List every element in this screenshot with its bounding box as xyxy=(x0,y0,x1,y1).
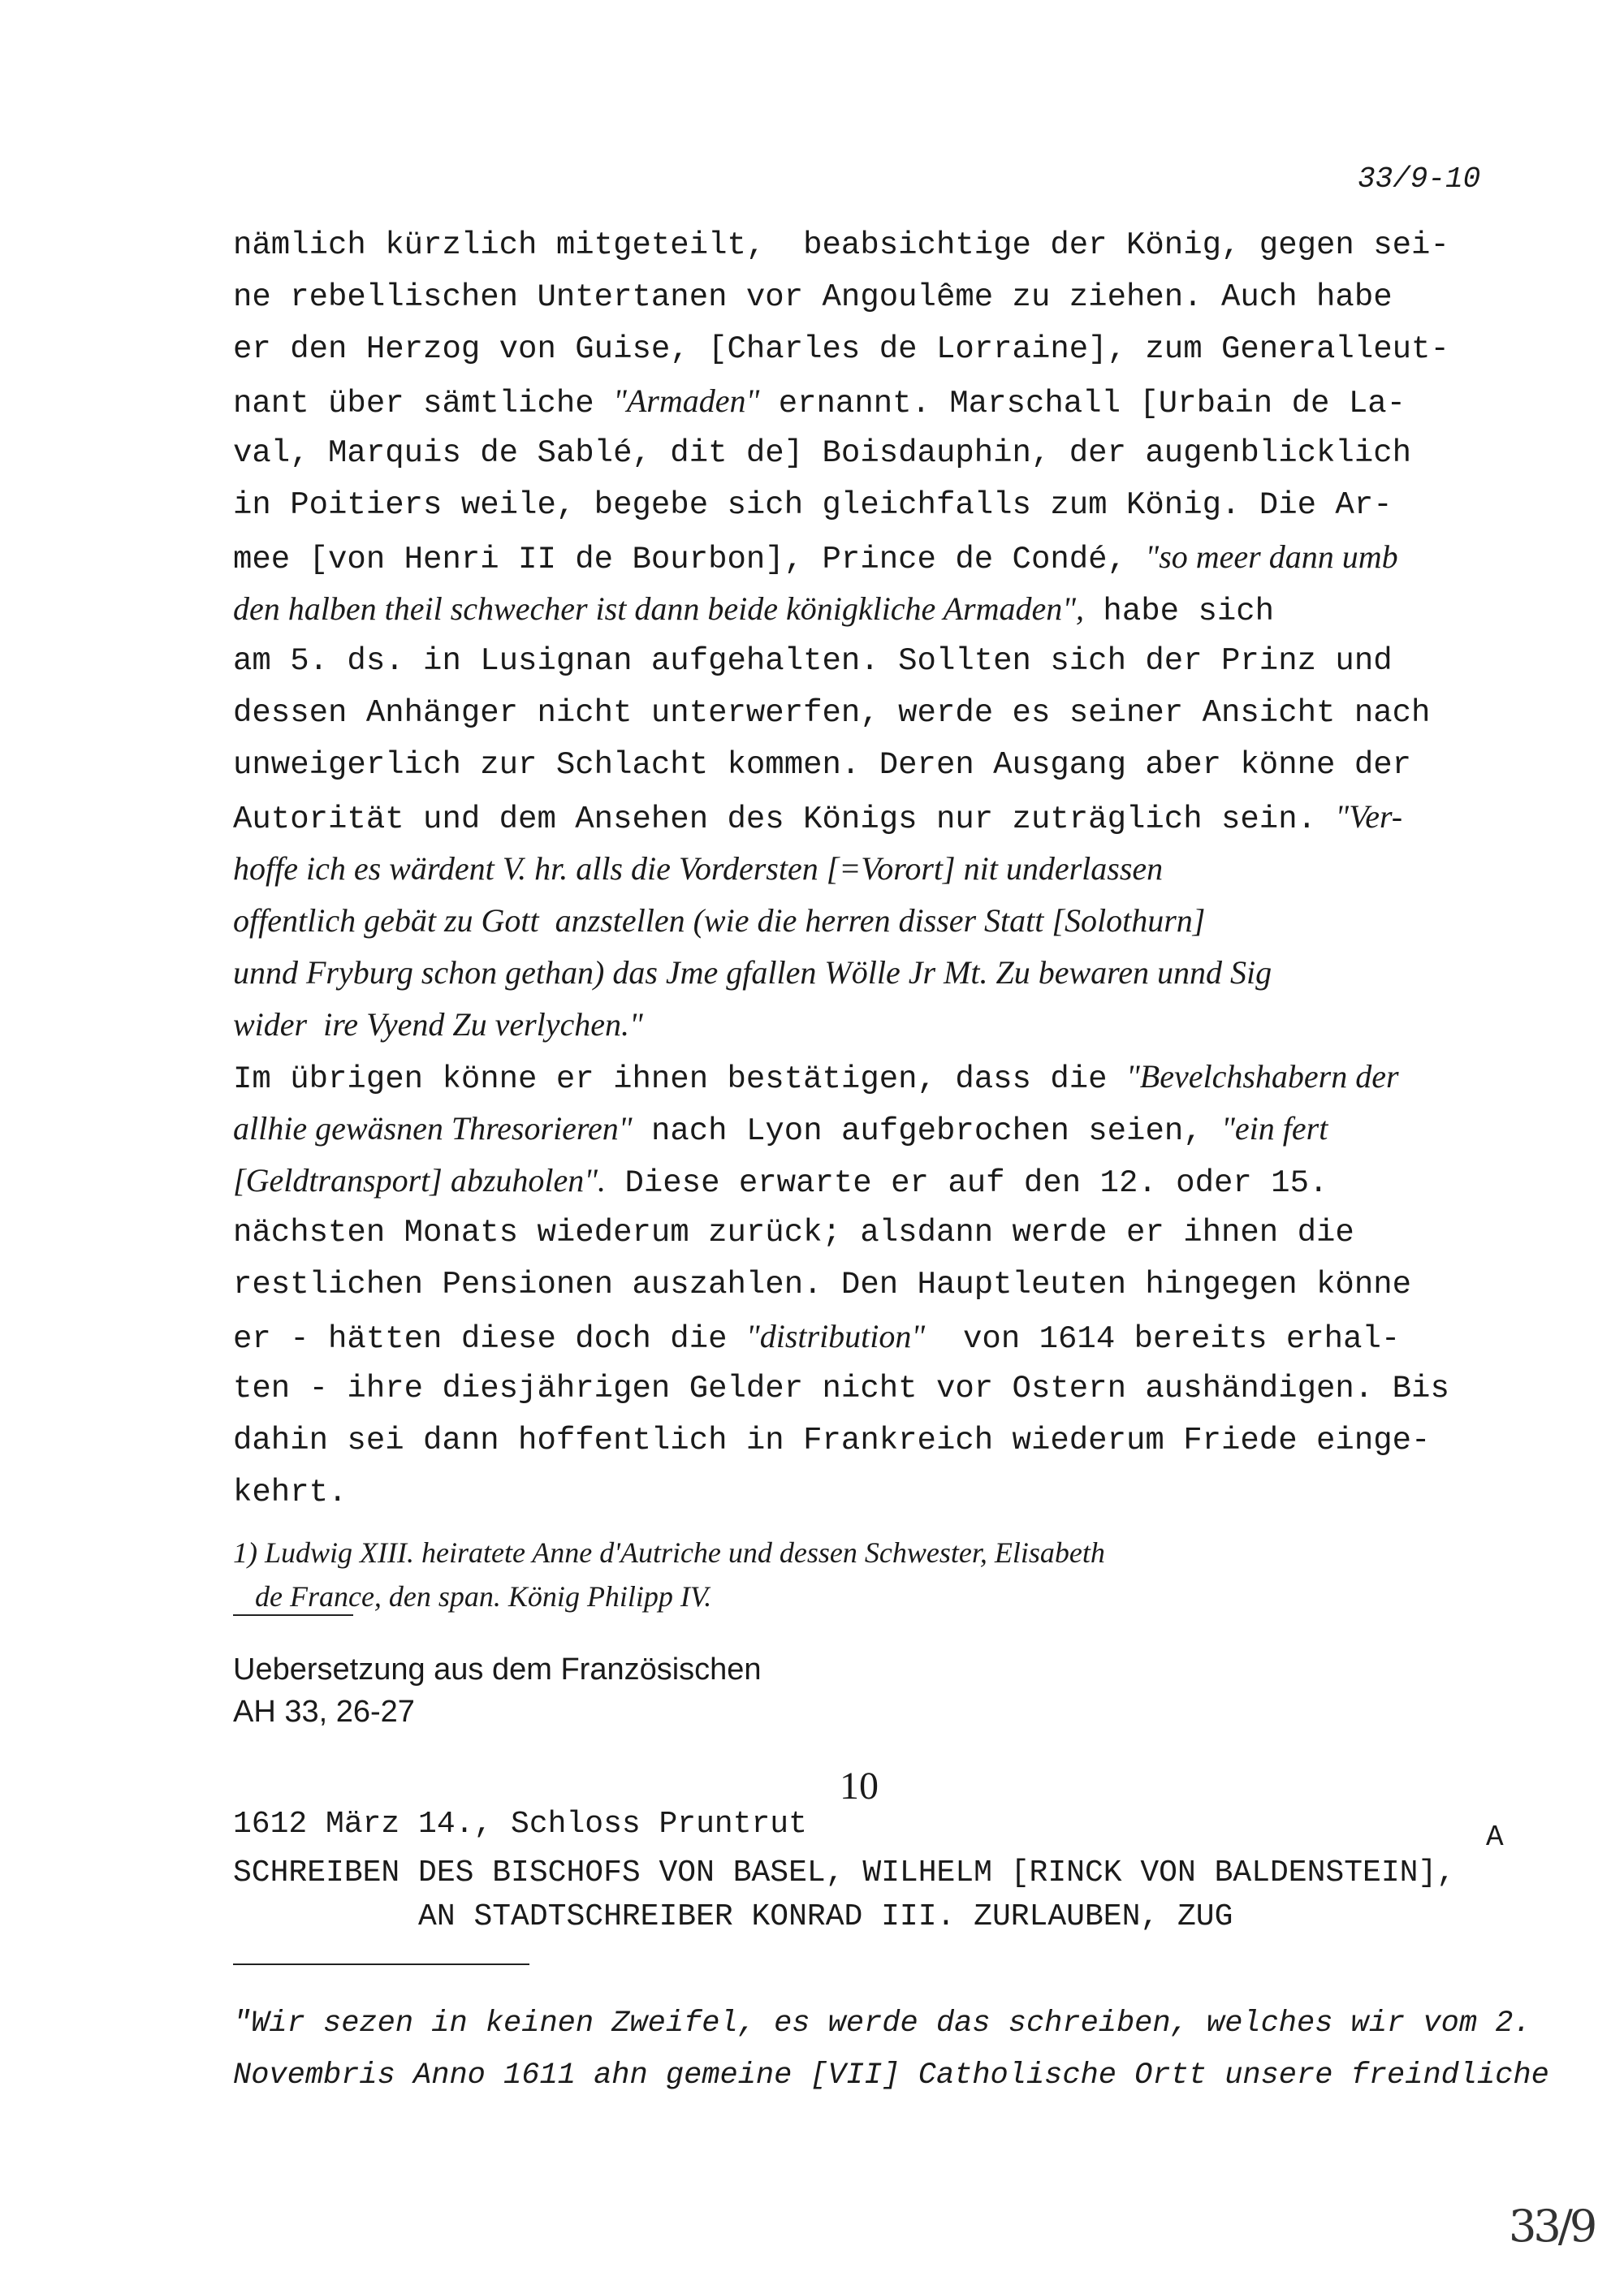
quoted-segment: "so meer dann umb xyxy=(1145,538,1398,575)
quoted-segment: "ein fert xyxy=(1221,1110,1328,1147)
separator-rule xyxy=(233,1963,529,1965)
text-segment: ten - ihre diesjährigen Gelder nicht vor Ostern aushändigen. Bis xyxy=(233,1371,1449,1406)
source-line: Uebersetzung aus dem Französischen xyxy=(233,1652,762,1687)
text-segment: unweigerlich zur Schlacht kommen. Deren Ausgang aber könne der xyxy=(233,747,1412,783)
footnote-line: 1) Ludwig XIII. heiratete Anne d'Autriche und dessen Schwester, Elisabeth xyxy=(233,1536,1105,1569)
document-title xyxy=(233,1851,1455,1939)
footnote xyxy=(233,1531,1105,1618)
text-line xyxy=(233,427,1508,479)
text-segment: dessen Anhänger nicht unterwerfen, werde es seiner Ansicht nach xyxy=(233,695,1431,731)
text-line xyxy=(233,843,1508,895)
quoted-segment: "Bevelchshabern der xyxy=(1125,1058,1399,1095)
text-segment: nach Lyon aufgebrochen seien, xyxy=(632,1113,1222,1149)
quoted-segment: wider ire Vyend Zu verlychen." xyxy=(233,1006,643,1043)
source-line: AH 33, 26-27 xyxy=(233,1695,415,1729)
text-segment: val, Marquis de Sablé, dit de] Boisdauphin, der augenblicklich xyxy=(233,435,1412,471)
text-line xyxy=(233,895,1508,947)
quote-line: "Wir sezen in keinen Zweifel, es werde das schreiben, welches wir vom 2. xyxy=(233,2007,1531,2041)
document-tag: A xyxy=(1486,1821,1504,1854)
quoted-segment: unnd Fryburg schon gethan) das Jme gfallen Wölle Jr Mt. Zu bewaren unnd Sig xyxy=(233,954,1272,991)
title-line: SCHREIBEN DES BISCHOFS VON BASEL, WILHELM [RINCK VON BALDENSTEIN], xyxy=(233,1855,1456,1890)
text-line xyxy=(233,635,1508,687)
text-line xyxy=(233,375,1508,427)
text-line xyxy=(233,1467,1508,1519)
text-line xyxy=(233,1259,1508,1311)
quote-line: Novembris Anno 1611 ahn gemeine [VII] Catholische Ortt unsere freindliche xyxy=(233,2059,1549,2093)
text-line xyxy=(233,999,1508,1051)
text-line xyxy=(233,531,1508,583)
text-segment: in Poitiers weile, begebe sich gleichfalls zum König. Die Ar- xyxy=(233,487,1393,523)
text-line xyxy=(233,1155,1508,1207)
document-date: 1612 März 14., Schloss Pruntrut xyxy=(233,1807,807,1842)
quoted-segment: den halben theil schwecher ist dann beide königkliche Armaden", xyxy=(233,590,1085,627)
text-segment: nächsten Monats wiederum zurück; alsdann werde er ihnen die xyxy=(233,1215,1354,1251)
page-number: 33/9-10 xyxy=(1358,162,1481,196)
text-line xyxy=(233,479,1508,531)
document-number: 10 xyxy=(840,1765,879,1808)
text-line xyxy=(233,739,1508,791)
text-line xyxy=(233,219,1508,271)
title-line: AN STADTSCHREIBER KONRAD III. ZURLAUBEN, ZUG xyxy=(233,1899,1233,1934)
quoted-segment: "Armaden" xyxy=(613,382,760,419)
quoted-segment: allhie gewäsnen Thresorieren" xyxy=(233,1110,633,1147)
text-line xyxy=(233,1103,1508,1155)
text-segment: dahin sei dann hoffentlich in Frankreich wiederum Friede einge- xyxy=(233,1423,1431,1458)
text-segment: von 1614 bereits erhal- xyxy=(925,1321,1401,1357)
archive-stamp: 33/9 xyxy=(1509,2201,1595,2252)
text-line xyxy=(233,687,1508,739)
main-text xyxy=(233,219,1508,1519)
quoted-segment: offentlich gebät zu Gott anzstellen (wie die herren disser Statt [Solothurn] xyxy=(233,902,1206,939)
text-segment: Im übrigen könne er ihnen bestätigen, dass die xyxy=(233,1061,1126,1097)
text-segment: restlichen Pensionen auszahlen. Den Hauptleuten hingegen könne xyxy=(233,1267,1412,1303)
quoted-segment: [Geldtransport] abzuholen". xyxy=(233,1162,607,1199)
quoted-segment: "distribution" xyxy=(745,1318,926,1354)
text-segment: habe sich xyxy=(1084,594,1275,629)
text-segment: nämlich kürzlich mitgeteilt, beabsichtige der König, gegen sei- xyxy=(233,227,1449,263)
text-line xyxy=(233,791,1508,843)
quote-text xyxy=(233,1998,1549,2102)
text-line xyxy=(233,947,1508,999)
text-segment: Diese erwarte er auf den 12. oder 15. xyxy=(606,1165,1328,1201)
text-segment: er - hätten diese doch die xyxy=(233,1321,746,1357)
text-line xyxy=(233,1207,1508,1259)
text-segment: nant über sämtliche xyxy=(233,386,614,421)
quoted-segment: "Ver- xyxy=(1335,798,1403,835)
text-line xyxy=(233,1363,1508,1415)
text-segment: mee [von Henri II de Bourbon], Prince de Condé, xyxy=(233,542,1146,577)
source-note xyxy=(233,1648,762,1733)
separator-rule xyxy=(233,1614,353,1616)
text-line xyxy=(233,1311,1508,1363)
text-segment: Autorität und dem Ansehen des Königs nur zuträglich sein. xyxy=(233,801,1336,837)
quoted-segment: hoffe ich es wärdent V. hr. alls die Vordersten [=Vorort] nit underlassen xyxy=(233,850,1164,887)
text-line xyxy=(233,583,1508,635)
text-segment: kehrt. xyxy=(233,1475,348,1510)
text-line xyxy=(233,1415,1508,1467)
text-segment: am 5. ds. in Lusignan aufgehalten. Sollten sich der Prinz und xyxy=(233,643,1393,679)
text-segment: ernannt. Marschall [Urbain de La- xyxy=(759,386,1406,421)
text-line xyxy=(233,271,1508,323)
text-segment: er den Herzog von Guise, [Charles de Lorraine], zum Generalleut- xyxy=(233,331,1449,367)
text-line xyxy=(233,323,1508,375)
footnote-line: de France, den span. König Philipp IV. xyxy=(233,1580,712,1613)
text-line xyxy=(233,1051,1508,1103)
text-segment: ne rebellischen Untertanen vor Angoulême zu ziehen. Auch habe xyxy=(233,279,1393,315)
